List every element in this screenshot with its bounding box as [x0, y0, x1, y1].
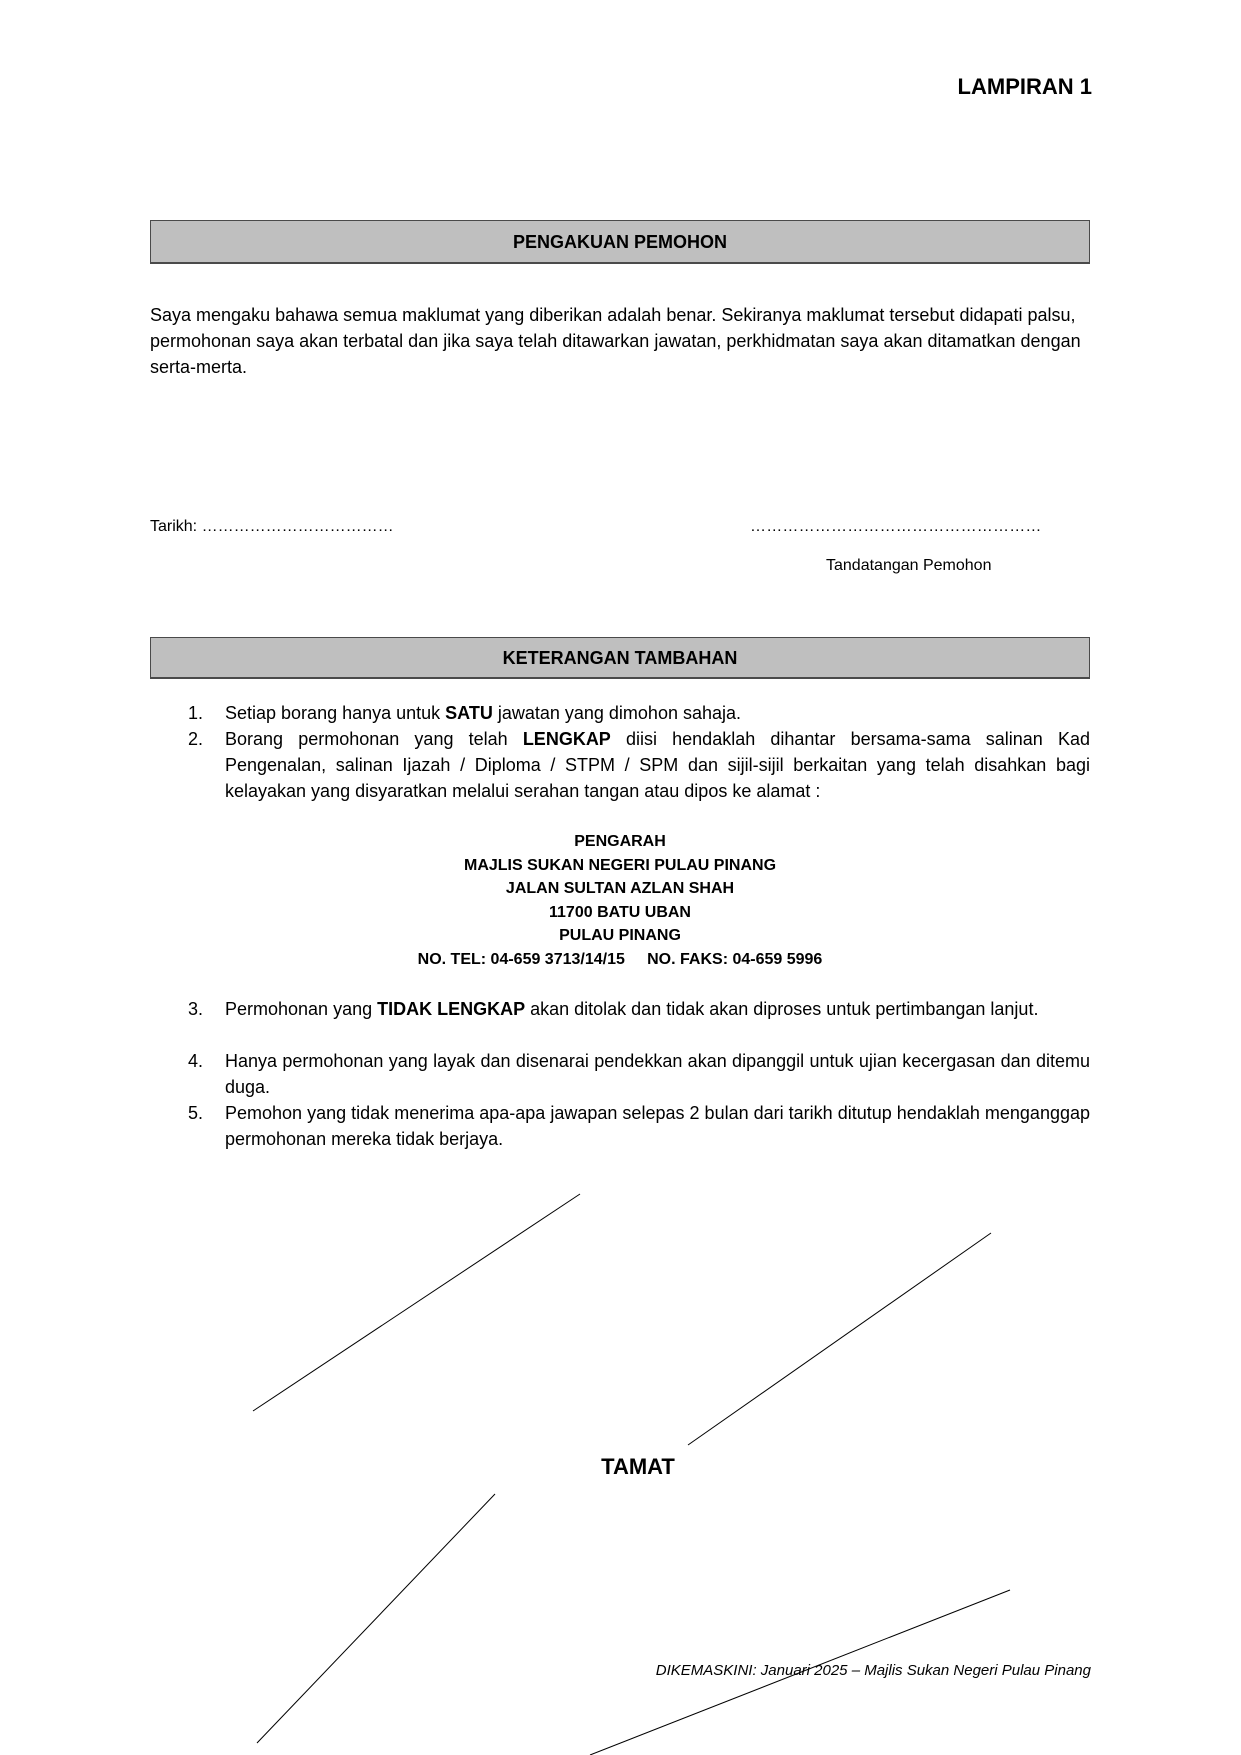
note-text: diisi hendaklah dihantar bersama-sama salinan Kad Pengenalan, salinan Ijazah / Diploma / STPM / SPM dan sijil-sijil berkaitan yang telah disahkan bagi kelayakan yang disyaratkan melalui serahan tangan atau dipos ke alamat :	[225, 729, 1091, 801]
note-text: jawatan yang dimohon sahaja.	[492, 703, 742, 723]
note-number: 1.	[188, 703, 204, 723]
note-number: 4.	[188, 1051, 204, 1071]
date-field: Tarikh: ………………………………	[150, 518, 394, 535]
phone-number: NO. TEL: 04-659 3713/14/15	[417, 950, 625, 968]
strike-line	[253, 1194, 580, 1411]
fax-number: NO. FAKS: 04-659 5996	[647, 950, 823, 968]
note-text: Pemohon yang tidak menerima apa-apa jawapan selepas 2 bulan dari tarikh ditutup hendaklah menganggap permohonan mereka tidak berjaya.	[225, 1103, 1090, 1149]
address-line: PULAU PINANG	[559, 927, 681, 944]
note-number: 5.	[188, 1103, 204, 1123]
declaration-heading: PENGAKUAN PEMOHON	[150, 220, 1090, 264]
strike-line	[688, 1233, 991, 1445]
address-line: JALAN SULTAN AZLAN SHAH	[505, 880, 735, 897]
note-number: 2.	[188, 729, 204, 749]
signature-label: Tandatangan Pemohon	[826, 557, 992, 574]
address-line: PENGARAH	[574, 833, 666, 850]
note-text: Hanya permohonan yang layak dan disenarai pendekkan akan dipanggil untuk ujian kecergasan dan ditemu duga.	[225, 1051, 1090, 1097]
note-text: Setiap borang hanya untuk	[225, 703, 446, 723]
note-text: akan ditolak dan tidak akan diproses untuk pertimbangan lanjut.	[525, 999, 1039, 1019]
note-number: 3.	[188, 999, 204, 1019]
address-line: 11700 BATU UBAN	[549, 903, 691, 921]
end-label: TAMAT	[601, 1454, 675, 1479]
note-text: Borang permohonan yang telah	[225, 729, 523, 749]
note-emphasis: LENGKAP	[522, 729, 611, 749]
strike-line	[257, 1494, 495, 1743]
declaration-text: Saya mengaku bahawa semua maklumat yang diberikan adalah benar. Sekiranya maklumat tersebut didapati palsu, permohonan saya akan terbatal dan jika saya telah ditawarkan jawatan, perkhidmatan saya akan ditamatkan dengan serta-merta.	[150, 305, 1081, 377]
address-line: MAJLIS SUKAN NEGERI PULAU PINANG	[463, 856, 777, 874]
note-emphasis: SATU	[445, 703, 493, 723]
notes-heading: KETERANGAN TAMBAHAN	[150, 637, 1090, 679]
attachment-label: LAMPIRAN 1	[957, 74, 1092, 99]
note-text: Permohonan yang	[225, 999, 378, 1019]
note-emphasis: TIDAK LENGKAP	[377, 999, 526, 1019]
footer-updated: DIKEMASKINI: Januari 2025 – Majlis Sukan Negeri Pulau Pinang	[655, 1662, 1091, 1679]
signature-line: ………………………………………………	[750, 518, 1042, 535]
